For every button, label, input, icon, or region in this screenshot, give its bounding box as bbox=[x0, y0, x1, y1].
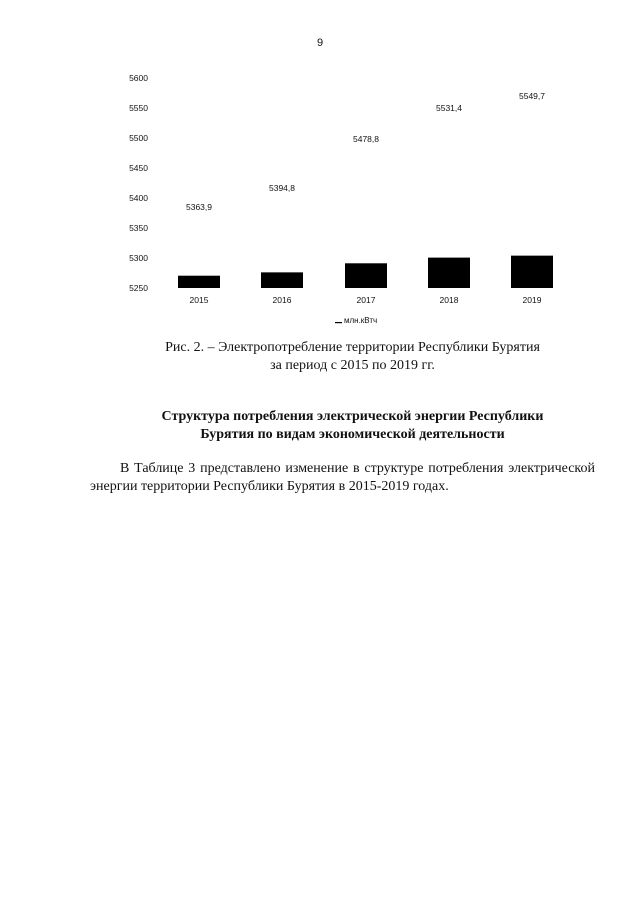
bar-2018 bbox=[428, 258, 470, 288]
y-tick-label: 5550 bbox=[129, 103, 148, 113]
x-tick-label-2019: 2019 bbox=[522, 295, 542, 305]
section-heading-line-1: Структура потребления электрической энергии Республики bbox=[161, 409, 544, 424]
bar-2015 bbox=[178, 276, 220, 288]
y-tick-label: 5350 bbox=[129, 223, 148, 233]
consumption-bar-chart bbox=[0, 0, 640, 335]
data-label-2017: 5478,8 bbox=[353, 134, 379, 144]
y-tick-label: 5250 bbox=[129, 283, 148, 293]
x-tick-label-2017: 2017 bbox=[356, 295, 376, 305]
y-tick-label: 5450 bbox=[129, 163, 148, 173]
section-heading bbox=[90, 408, 615, 444]
x-tick-label-2016: 2016 bbox=[272, 295, 292, 305]
figure-caption bbox=[90, 339, 615, 375]
data-label-2019: 5549,7 bbox=[519, 91, 545, 101]
caption-line-2: за период с 2015 по 2019 гг. bbox=[270, 358, 435, 373]
data-label-2016: 5394,8 bbox=[269, 183, 295, 193]
bar-2019 bbox=[511, 256, 553, 288]
x-axis-ticks bbox=[190, 295, 542, 305]
section-heading-line-2: Бурятия по видам экономической деятельности bbox=[200, 427, 505, 442]
data-labels bbox=[186, 91, 545, 212]
page-number: 9 bbox=[316, 37, 324, 49]
data-label-2015: 5363,9 bbox=[186, 202, 212, 212]
y-tick-label: 5400 bbox=[129, 193, 148, 203]
bar-2017 bbox=[345, 263, 387, 288]
caption-line-1: Рис. 2. – Электропотребление территории Республики Бурятия bbox=[165, 340, 540, 355]
bars bbox=[178, 256, 553, 288]
legend bbox=[335, 316, 377, 325]
y-tick-label: 5600 bbox=[129, 73, 148, 83]
bar-2016 bbox=[261, 272, 303, 288]
y-tick-label: 5500 bbox=[129, 133, 148, 143]
body-paragraph: В Таблице 3 представлено изменение в структуре потребления электрической энергии территории Республики Бурятия в 2015-2019 годах. bbox=[90, 461, 595, 494]
data-label-2018: 5531,4 bbox=[436, 103, 462, 113]
legend-label: млн.кВтч bbox=[344, 316, 378, 325]
x-tick-label-2018: 2018 bbox=[439, 295, 459, 305]
x-tick-label-2015: 2015 bbox=[189, 295, 209, 305]
y-axis-ticks bbox=[129, 73, 148, 293]
legend-swatch bbox=[335, 322, 342, 323]
y-tick-label: 5300 bbox=[129, 253, 148, 263]
